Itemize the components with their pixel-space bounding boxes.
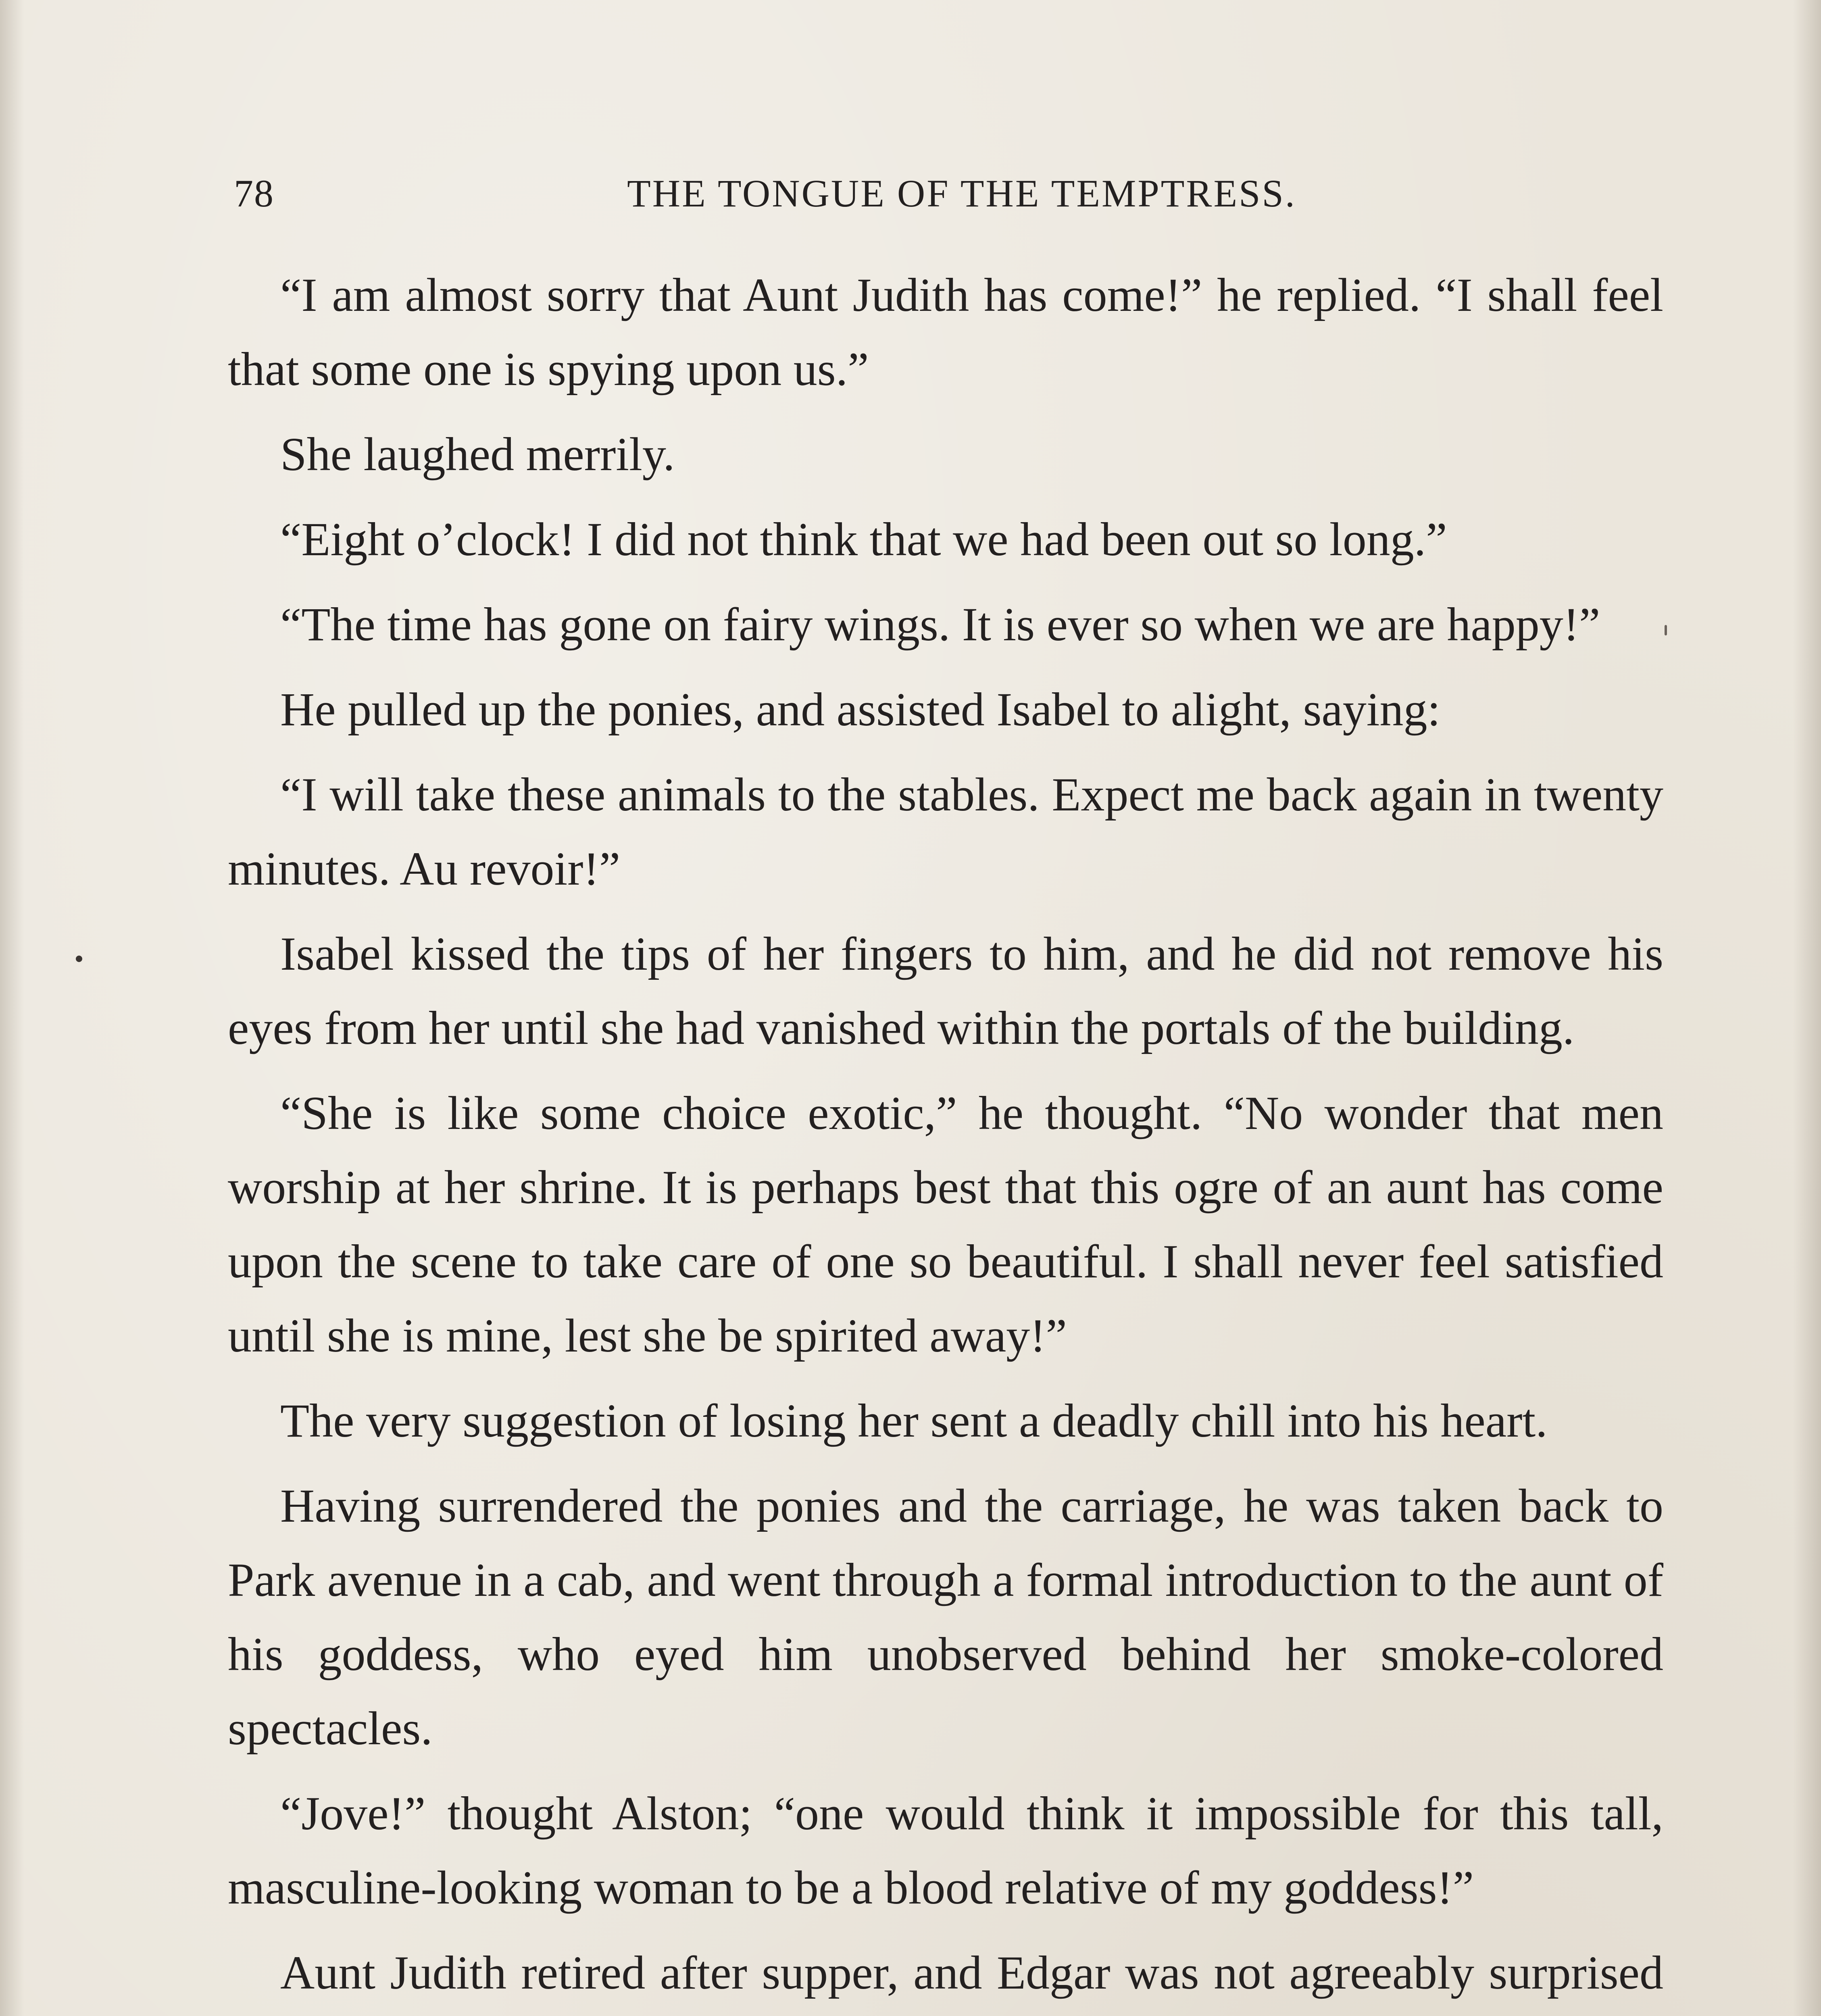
page-number: 78 [234, 172, 274, 215]
paragraph: “Jove!” thought Alston; “one would think it impossible for this tall, masculine-looking woman to be a blood relative of my goddess!” [228, 1787, 1663, 1914]
paragraph: She laughed merrily. [280, 428, 675, 481]
paragraph: “I will take these animals to the stables. Expect me back again in twenty minutes. Au revoir!” [228, 768, 1663, 895]
paragraph: He pulled up the ponies, and assisted Isabel to alight, saying: [280, 683, 1441, 736]
ink-speck [76, 956, 82, 962]
paragraph: Isabel kissed the tips of her fingers to him, and he did not remove his eyes from her until she had vanished within the portals of the building. [228, 927, 1663, 1054]
running-head [234, 165, 1665, 222]
running-title: THE TONGUE OF THE TEMPTRESS. [627, 172, 1296, 215]
body-text [228, 258, 1663, 2016]
paragraph-continued: Aunt Judith retired after supper, and Edgar was not agreeably surprised [280, 1946, 1663, 1999]
paragraph: “I am almost sorry that Aunt Judith has come!” he replied. “I shall feel that some one is spying upon us.” [228, 269, 1663, 396]
paragraph: “The time has gone on fairy wings. It is ever so when we are happy!” [280, 598, 1600, 651]
page-shadow-left [0, 0, 24, 2016]
page-shadow-right [1793, 0, 1821, 2016]
paragraph: “She is like some choice exotic,” he thought. “No wonder that men worship at her shrine. It is perhaps best that this ogre of an aunt has come upon the scene to take care of one so beautiful. I shall never feel satisfied until she is mine, lest she be spirited away!” [228, 1087, 1663, 1362]
paragraph: Having surrendered the ponies and the carriage, he was taken back to Park avenue in a cab, and went through a formal introduction to the aunt of his goddess, who eyed him unobserved behind her smoke-colored spectacles. [228, 1479, 1663, 1755]
paragraph: The very suggestion of losing her sent a deadly chill into his heart. [280, 1394, 1548, 1447]
paragraph: “Eight o’clock! I did not think that we had been out so long.” [280, 513, 1447, 566]
ink-speck [1665, 625, 1667, 635]
